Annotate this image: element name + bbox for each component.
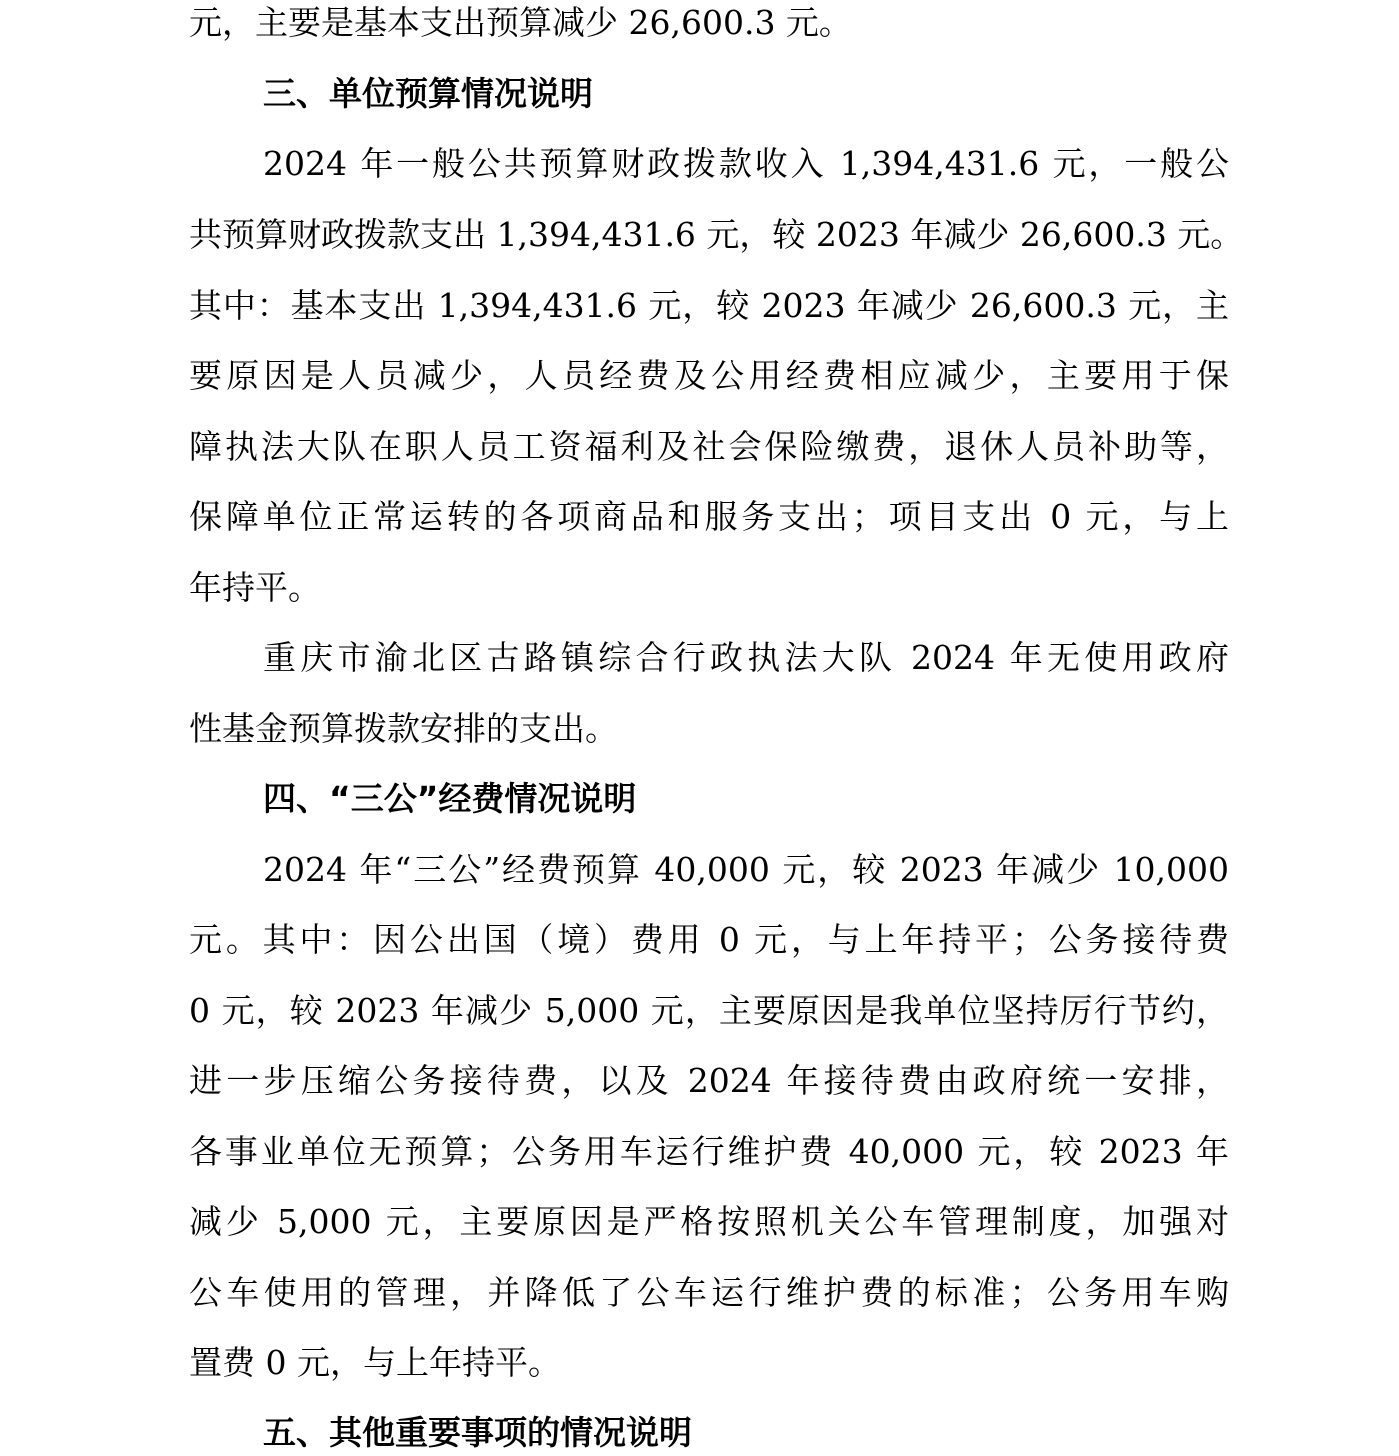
paragraph-line: 障执法大队在职人员工资福利及社会保险缴费，退休人员补助等， — [189, 427, 1229, 466]
paragraph-line: 性基金预算拨款安排的支出。 — [189, 709, 618, 748]
paragraph-line: 元。其中：因公出国（境）费用 0 元，与上年持平；公务接待费 — [189, 920, 1229, 959]
section-heading-3: 三、单位预算情况说明 — [263, 74, 593, 113]
paragraph-line: 0 元，较 2023 年减少 5,000 元，主要原因是我单位坚持厉行节约， — [189, 991, 1229, 1030]
paragraph-line: 元，主要是基本支出预算减少 26,600.3 元。 — [189, 3, 852, 42]
paragraph-line: 保障单位正常运转的各项商品和服务支出；项目支出 0 元，与上 — [189, 497, 1229, 536]
paragraph-line: 2024 年“三公”经费预算 40,000 元，较 2023 年减少 10,000 — [263, 850, 1229, 889]
section-heading-4: 四、“三公”经费情况说明 — [263, 779, 637, 818]
paragraph-line: 置费 0 元，与上年持平。 — [189, 1343, 561, 1382]
section-heading-5: 五、其他重要事项的情况说明 — [263, 1413, 692, 1452]
paragraph-line: 2024 年一般公共预算财政拨款收入 1,394,431.6 元，一般公 — [263, 144, 1229, 183]
paragraph-line: 年持平。 — [189, 568, 321, 607]
paragraph-line: 重庆市渝北区古路镇综合行政执法大队 2024 年无使用政府 — [263, 638, 1229, 677]
paragraph-line: 公车使用的管理，并降低了公车运行维护费的标准；公务用车购 — [189, 1273, 1229, 1312]
paragraph-line: 共预算财政拨款支出 1,394,431.6 元，较 2023 年减少 26,600.3 元。 — [189, 215, 1244, 254]
paragraph-line: 要原因是人员减少，人员经费及公用经费相应减少，主要用于保 — [189, 356, 1229, 395]
paragraph-line: 减少 5,000 元，主要原因是严格按照机关公车管理制度，加强对 — [189, 1202, 1229, 1241]
paragraph-line: 其中：基本支出 1,394,431.6 元，较 2023 年减少 26,600.3 元，主 — [189, 286, 1229, 325]
paragraph-line: 各事业单位无预算；公务用车运行维护费 40,000 元，较 2023 年 — [189, 1132, 1229, 1171]
paragraph-line: 进一步压缩公务接待费，以及 2024 年接待费由政府统一安排， — [189, 1061, 1229, 1100]
